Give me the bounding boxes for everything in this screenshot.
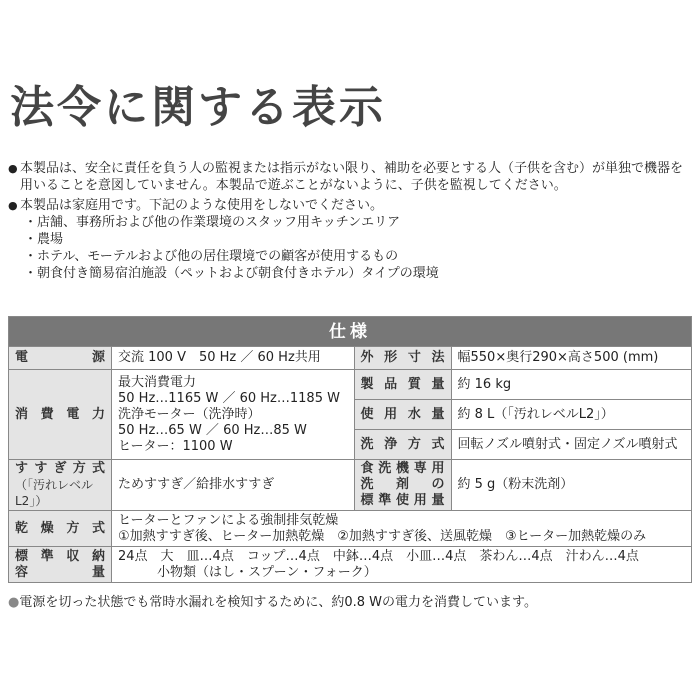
power-value: 交流 100 V 50 Hz ／ 60 Hz共用 (112, 347, 355, 370)
bullet-icon: ● (8, 199, 18, 212)
capacity-label (9, 547, 112, 583)
consumption-line: 50 Hz…65 W ／ 60 Hz…85 W (118, 422, 307, 438)
note-2-text: 本製品は家庭用です。下記のような使用をしないでください。 (20, 198, 383, 213)
size-label: 外形寸法 (354, 347, 451, 370)
detergent-label-line: 標準使用量 (360, 493, 445, 508)
note-2 (8, 197, 694, 214)
mass-label: 製品質量 (354, 370, 451, 400)
consumption-line: 最大消費電力 (118, 374, 197, 390)
capacity-line: 小物類（はし・スプーン・フォーク） (118, 564, 377, 580)
list-item: ・ 店舗、事務所および他の作業環境のスタッフ用キッチンエリア (24, 214, 694, 231)
wash-label: 洗浄方式 (354, 430, 451, 460)
detergent-label-line: 食洗機専用 (360, 461, 445, 476)
page-title: 法令に関する表示 (10, 82, 386, 133)
prohibited-use-list (8, 214, 694, 282)
rinse-value: ためすすぎ／給排水すすぎ (112, 460, 355, 511)
consumption-label: 消費電力 (9, 370, 112, 460)
detergent-label (354, 460, 451, 511)
capacity-label-line: 容量 (15, 564, 105, 580)
wash-value: 回転ノズル噴射式・固定ノズル噴射式 (451, 430, 691, 460)
power-label: 電源 (9, 347, 112, 370)
dry-line: ヒーターとファンによる強制排気乾燥 (118, 512, 339, 528)
consumption-line: 洗浄モーター（洗浄時） (118, 406, 261, 422)
note-1 (8, 160, 694, 194)
spec-header: 仕様 (9, 317, 692, 347)
rinse-label-sub: （「汚れレベルL2」） (15, 478, 94, 508)
water-label: 使用水量 (354, 400, 451, 430)
detergent-value: 約 5 g（粉末洗剤） (451, 460, 691, 511)
consumption-line: 50 Hz…1165 W ／ 60 Hz…1185 W (118, 390, 340, 406)
dry-label: 乾燥方式 (9, 511, 112, 547)
bullet-icon: ● (8, 162, 18, 175)
list-item: ・ 朝食付き簡易宿泊施設（ペットおよび朝食付きホテル）タイプの環境 (24, 265, 694, 282)
note-1-text: 本製品は、安全に責任を負う人の監視または指示がない限り、補助を必要とする人（子供を含む）が単独で機器を用いることを意図していません。本製品で遊ぶことがないように、子供を監視してください。 (20, 161, 684, 193)
capacity-value (112, 547, 692, 583)
legal-notes (8, 160, 694, 282)
mass-value: 約 16 kg (451, 370, 691, 400)
dry-value (112, 511, 692, 547)
bullet-icon: ● (8, 595, 20, 610)
rinse-label-main: すすぎ方式 (15, 461, 105, 476)
water-value: 約 8 L（「汚れレベルL2」） (451, 400, 691, 430)
dry-line: ①加熱すすぎ後、ヒーター加熱乾燥 ②加熱すすぎ後、送風乾燥 ③ヒーター加熱乾燥のみ (118, 528, 647, 544)
rinse-label (9, 460, 112, 511)
capacity-label-line: 標準収納 (15, 548, 105, 564)
spec-table (8, 316, 692, 583)
detergent-label-line: 洗剤の (360, 477, 445, 492)
footer-text: 電源を切った状態でも常時水漏れを検知するために、約0.8 Wの電力を消費しています。 (19, 595, 537, 610)
list-item: ・ ホテル、モーテルおよび他の居住環境での顧客が使用するもの (24, 248, 694, 265)
size-value: 幅550×奥行290×高さ500 (mm) (451, 347, 691, 370)
consumption-value (112, 370, 355, 460)
capacity-line: 24点 大 皿…4点 コップ…4点 中鉢…4点 小皿…4点 茶わん…4点 汁わん…4点 (118, 548, 639, 564)
footer-note (8, 591, 537, 610)
consumption-line: ヒーター：1100 W (118, 438, 233, 454)
list-item: ・ 農場 (24, 231, 694, 248)
